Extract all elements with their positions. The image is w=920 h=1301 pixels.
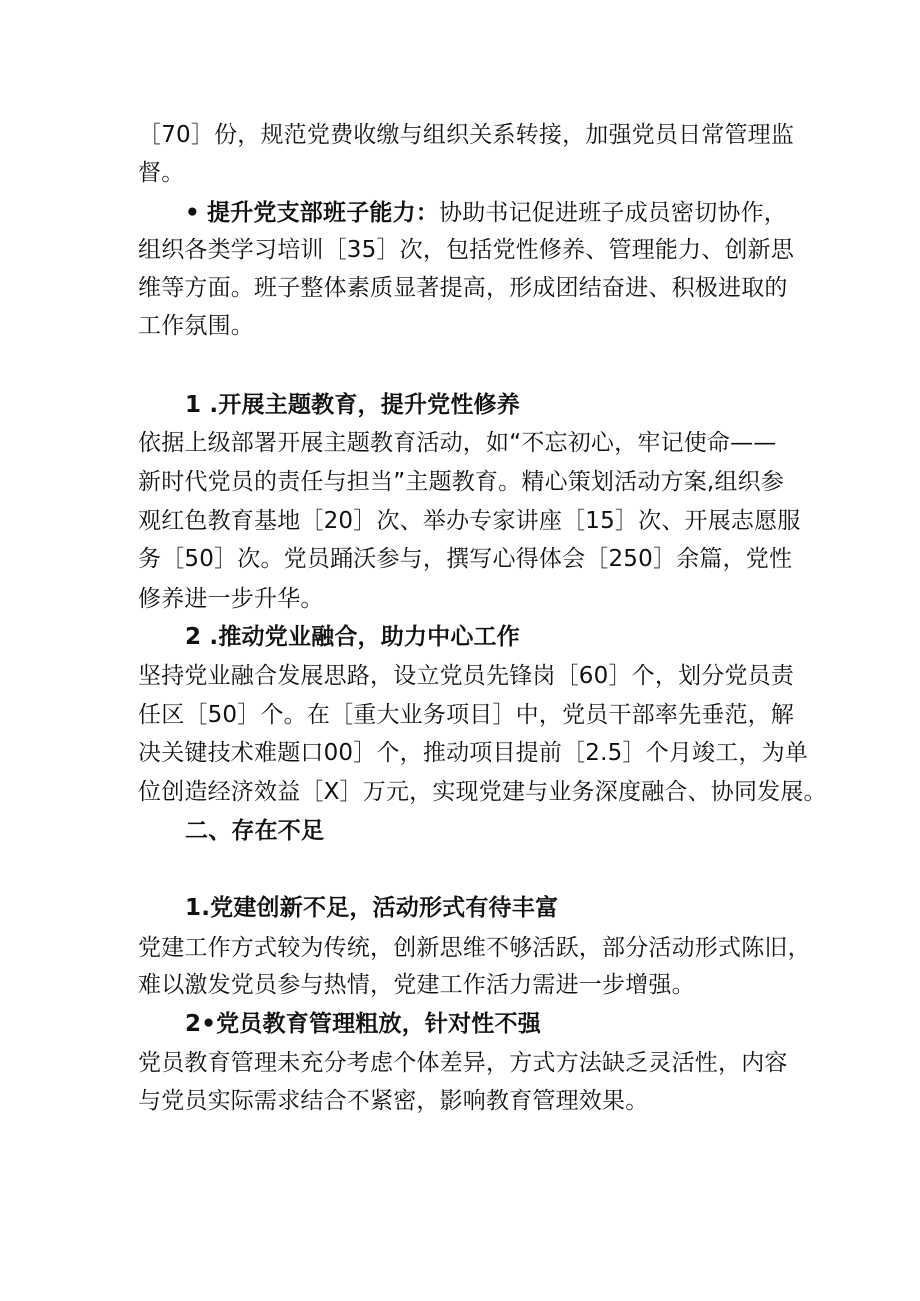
paragraph-line: 督。 [138,160,185,186]
paragraph-line: 任区［50］个。在［重大业务项目］中，党员干部率先垂范，解 [138,702,795,728]
paragraph-line: ［70］份，规范党费收缴与组织关系转接，加强党员日常管理监 [138,122,795,148]
paragraph-line: 组织各类学习培训［35］次，包括党性修养、管理能力、创新思 [138,237,795,263]
bullet-heading: 提升党支部班子能力： [207,200,439,226]
paragraph-line: 党建工作方式较为传统，创新思维不够活跃，部分活动形式陈旧， [138,935,811,961]
bullet-item [185,198,787,228]
section-heading: 2 .推动党业融合，助力中心工作 [185,624,520,650]
section-heading: 2•党员教育管理粗放，针对性不强 [185,1011,541,1037]
bullet-text: 协助书记促进班子成员密切协作， [439,200,787,226]
paragraph-line: 与党员实际需求结合不紧密，影响教育管理效果。 [138,1088,649,1114]
paragraph-line: 观红色教育基地［20］次、举办专家讲座［15］次、开展志愿服 [138,508,801,534]
chapter-heading: 二、存在不足 [185,818,325,844]
bullet-icon: • [185,200,200,226]
paragraph-line: 务［50］次。党员踊沃参与，撰写心得体会［250］余篇，党性 [138,546,793,572]
paragraph-line: 难以激发党员参与热情，党建工作活力需进一步增强。 [138,972,695,998]
section-heading: 1.党建创新不足，活动形式有待丰富 [185,895,559,921]
paragraph-line: 党员教育管理未充分考虑个体差异，方式方法缺乏灵活性，内容 [138,1050,788,1076]
paragraph-line: 位创造经济效益［X］万元，实现党建与业务深度融合、协同发展。 [138,779,827,805]
paragraph-line: 工作氛围。 [138,313,254,339]
paragraph-line: 依据上级部署开展主题教育活动，如“不忘初心，牢记使命—— [138,430,777,456]
paragraph-line: 修养进一步升华。 [138,586,324,612]
paragraph-line: 新时代党员的责任与担当”主题教育。精心策划活动方案,组织参 [138,469,785,495]
paragraph-line: 维等方面。班子整体素质显著提高，形成团结奋进、积极进取的 [138,275,788,301]
section-heading: 1 .开展主题教育，提升党性修养 [185,392,520,418]
paragraph-line: 坚持党业融合发展思路，设立党员先锋岗［60］个，划分党员责 [138,663,795,689]
paragraph-line: 决关键技术难题口00］个，推动项目提前［2.5］个月竣工，为单 [138,740,809,766]
